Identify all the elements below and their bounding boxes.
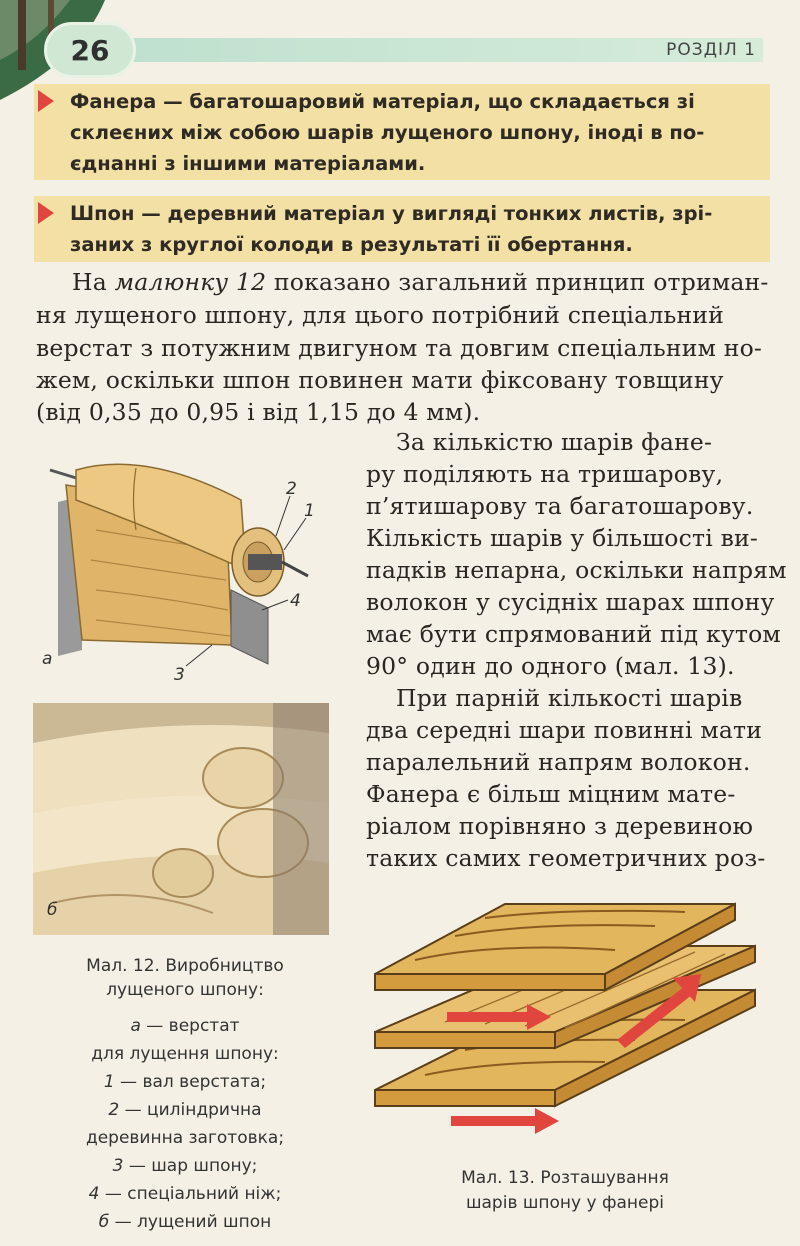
callout-line: [276, 496, 290, 536]
text-fragment: показано загальний принцип отриман-: [266, 268, 769, 296]
legend-text: — циліндрична: [119, 1100, 262, 1120]
figure-12-legend: [40, 1012, 330, 1236]
shaft-right: [248, 554, 282, 570]
page-number: 26: [44, 22, 136, 78]
legend-line: [40, 1152, 330, 1180]
legend-text: — вал верстата;: [114, 1072, 267, 1092]
callout-label: 4: [290, 591, 301, 611]
paragraph-2-line: Кількість шарів у більшості ви-: [366, 524, 759, 552]
paragraph-2-line: п’ятишарову та багатошарову.: [366, 492, 754, 520]
figure-12b-photo: [33, 703, 329, 935]
paragraph-3-line: два середні шари повинні мати: [366, 716, 763, 744]
paragraph-2-line: За кількістю шарів фане-: [396, 428, 713, 456]
paragraph-3-line: ріалом порівняно з деревиною: [366, 812, 754, 840]
definition-line: Фанера — багатошаровий матеріал, що складається зі: [70, 90, 695, 113]
figure-part-label: а: [42, 649, 53, 669]
paragraph-1-line: верстат з потужним двигуном та довгим спеціальним но-: [36, 334, 763, 362]
paragraph-2-line: ру поділяють на тришарову,: [366, 460, 724, 488]
figure-13-caption: [420, 1166, 710, 1216]
paragraph-1-line: жем, оскільки шпон повинен мати фіксовану товщину: [36, 366, 724, 394]
caption-line: лущеного шпону:: [106, 980, 264, 1000]
callout-label: 1: [304, 501, 315, 521]
fiber-direction-arrow: [451, 1108, 559, 1134]
legend-text: — спеціальний ніж;: [99, 1184, 282, 1204]
legend-line: [40, 1068, 330, 1096]
definition-plywood: [34, 84, 770, 180]
legend-line: [40, 1096, 330, 1124]
veneer-rolls-illustration: [33, 703, 329, 935]
legend-key: 4: [88, 1184, 100, 1204]
legend-line: [40, 1012, 330, 1040]
caption-line: Мал. 12. Виробництво: [86, 956, 284, 976]
figure-12-caption-title: [40, 956, 330, 1000]
paragraph-3-line: Фанера є більш міцним мате-: [366, 780, 736, 808]
legend-line: [40, 1208, 330, 1236]
figure-reference: малюнку 12: [114, 268, 267, 296]
legend-key: 3: [112, 1156, 124, 1176]
callout-line: [186, 645, 212, 666]
callout-label: 2: [286, 479, 297, 499]
legend-line: [40, 1040, 330, 1068]
definition-line: Шпон — деревний матеріал у вигляді тонких листів, зрі-: [70, 202, 713, 225]
legend-text: деревинна заготовка;: [85, 1128, 285, 1148]
paragraph-3-line: При парній кількості шарів: [396, 684, 743, 712]
shaft-end: [282, 562, 308, 576]
paragraph-1-line: [72, 268, 769, 296]
callout-line: [284, 518, 306, 550]
knife-stand: [231, 590, 268, 664]
legend-key: а: [130, 1016, 141, 1036]
figure-13-plywood-layers: [355, 890, 765, 1155]
legend-line: [40, 1180, 330, 1208]
red-marker-icon: [38, 202, 54, 224]
paragraph-2-line: падків непарна, оскільки напрям: [366, 556, 787, 584]
legend-text: для лущення шпону:: [91, 1044, 279, 1064]
definition-line: заних з круглої колоди в результаті її обертання.: [70, 233, 633, 256]
figure-part-label: б: [47, 900, 58, 920]
callout-line: [262, 600, 288, 610]
callout-label: 3: [174, 665, 185, 685]
text-fragment: На: [72, 268, 115, 296]
paragraph-1-line: (від 0,35 до 0,95 і від 1,15 до 4 мм).: [36, 398, 481, 426]
paragraph-1-line: ня лущеного шпону, для цього потрібний спеціальний: [36, 301, 725, 329]
red-marker-icon: [38, 90, 54, 112]
legend-key: 2: [108, 1100, 120, 1120]
caption-line: шарів шпону у фанері: [465, 1193, 665, 1213]
caption-line: Мал. 13. Розташування: [461, 1168, 669, 1188]
legend-key: б: [98, 1212, 110, 1232]
legend-line: [40, 1124, 330, 1152]
paragraph-2-line: має бути спрямований під кутом: [366, 620, 781, 648]
legend-key: 1: [103, 1072, 115, 1092]
paragraph-2-line: 90° один до одного (мал. 13).: [366, 652, 735, 680]
figure-12a-lathe: [36, 440, 336, 690]
definition-line: єднанні з іншими матеріалами.: [70, 152, 426, 175]
definition-line: склеєних між собою шарів лущеного шпону, іноді в по-: [70, 121, 705, 144]
definition-veneer: [34, 196, 770, 262]
legend-text: — шар шпону;: [123, 1156, 258, 1176]
section-label: РОЗДІЛ 1: [666, 40, 756, 60]
paragraph-3-line: таких самих геометричних роз-: [366, 844, 766, 872]
paragraph-2-line: волокон у сусідніх шарах шпону: [366, 588, 775, 616]
paragraph-3-line: паралельний напрям волокон.: [366, 748, 751, 776]
legend-text: — лущений шпон: [109, 1212, 272, 1232]
legend-text: — верстат: [140, 1016, 240, 1036]
